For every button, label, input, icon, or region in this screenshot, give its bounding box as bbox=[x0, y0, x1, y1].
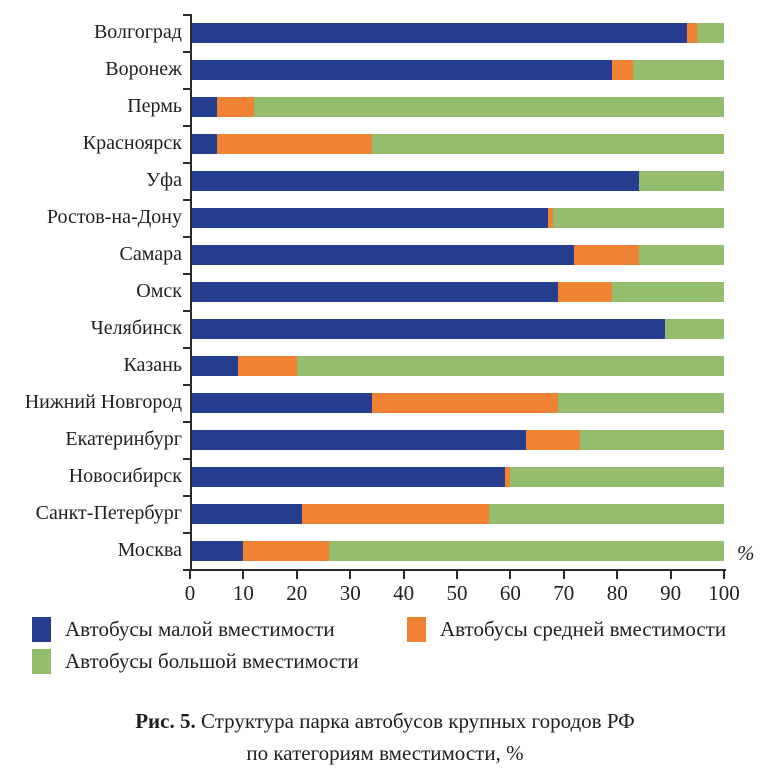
x-axis-tick bbox=[403, 571, 405, 579]
legend-swatch-medium-capacity bbox=[407, 617, 426, 642]
bar-track bbox=[190, 393, 724, 413]
x-axis-tick-label: 0 bbox=[184, 581, 196, 605]
chart-row bbox=[0, 273, 724, 310]
legend-item-small-capacity bbox=[32, 617, 407, 642]
bar-segment-large bbox=[665, 319, 724, 339]
category-label: Самара bbox=[119, 243, 182, 265]
x-axis-tick bbox=[456, 571, 458, 579]
chart-row bbox=[0, 458, 724, 495]
bar-segment-large bbox=[633, 60, 724, 80]
bar-segment-large bbox=[489, 504, 724, 524]
x-axis-tick-label: 100 bbox=[708, 581, 740, 605]
bar-segment-small bbox=[190, 97, 217, 117]
y-axis-tick bbox=[183, 162, 190, 164]
bar-segment-large bbox=[372, 134, 724, 154]
bar-segment-small bbox=[190, 23, 687, 43]
bar-track bbox=[190, 134, 724, 154]
bar-track bbox=[190, 245, 724, 265]
chart-rows bbox=[0, 14, 724, 569]
bar-segment-small bbox=[190, 467, 505, 487]
x-axis-tick-label: 90 bbox=[660, 581, 682, 605]
x-axis-tick-label: 40 bbox=[393, 581, 415, 605]
bar-segment-medium bbox=[372, 393, 559, 413]
bar-segment-small bbox=[190, 171, 639, 191]
x-axis-tick-label: 30 bbox=[339, 581, 361, 605]
bar-segment-large bbox=[612, 282, 724, 302]
x-axis-tick bbox=[189, 571, 191, 579]
category-label: Екатеринбург bbox=[65, 428, 182, 450]
y-axis-tick bbox=[183, 125, 190, 127]
chart-row bbox=[0, 236, 724, 273]
y-axis-tick bbox=[183, 421, 190, 423]
category-label: Челябинск bbox=[90, 317, 182, 339]
y-axis-tick bbox=[183, 310, 190, 312]
y-axis-tick bbox=[183, 495, 190, 497]
category-label: Новосибирск bbox=[68, 465, 182, 487]
y-axis-tick bbox=[183, 51, 190, 53]
category-label: Воронеж bbox=[105, 58, 182, 80]
y-axis-tick bbox=[183, 14, 190, 16]
category-label: Ростов-на-Дону bbox=[46, 206, 182, 228]
y-axis-tick bbox=[183, 458, 190, 460]
bar-segment-medium bbox=[238, 356, 297, 376]
category-label: Казань bbox=[123, 354, 182, 376]
legend-item-medium-capacity bbox=[407, 617, 726, 642]
legend-row-2 bbox=[32, 649, 754, 674]
bar-segment-medium bbox=[302, 504, 489, 524]
bar-segment-small bbox=[190, 430, 526, 450]
bar-segment-small bbox=[190, 356, 238, 376]
x-axis-tick-label: 80 bbox=[606, 581, 628, 605]
bar-segment-small bbox=[190, 319, 665, 339]
bar-track bbox=[190, 282, 724, 302]
bar-track bbox=[190, 541, 724, 561]
chart-row bbox=[0, 347, 724, 384]
bar-track bbox=[190, 171, 724, 191]
bar-track bbox=[190, 208, 724, 228]
bar-track bbox=[190, 504, 724, 524]
category-label: Санкт-Петербург bbox=[35, 502, 182, 524]
chart-row bbox=[0, 310, 724, 347]
chart-row bbox=[0, 421, 724, 458]
x-axis-ticks bbox=[184, 571, 740, 611]
bar-segment-large bbox=[553, 208, 724, 228]
legend-swatch-large-capacity bbox=[32, 649, 51, 674]
bar-segment-large bbox=[580, 430, 724, 450]
bar-segment-large bbox=[329, 541, 724, 561]
category-label: Уфа bbox=[146, 169, 182, 191]
legend-label-medium-capacity: Автобусы средней вместимости bbox=[440, 617, 727, 641]
x-axis-tick bbox=[616, 571, 618, 579]
bar-segment-medium bbox=[612, 60, 633, 80]
bar-segment-large bbox=[639, 245, 724, 265]
chart-row bbox=[0, 532, 724, 569]
y-axis-tick bbox=[183, 199, 190, 201]
x-axis-tick bbox=[242, 571, 244, 579]
bar-track bbox=[190, 23, 724, 43]
bar-segment-large bbox=[510, 467, 724, 487]
y-axis-tick bbox=[183, 273, 190, 275]
category-label: Москва bbox=[117, 539, 182, 561]
chart-row bbox=[0, 162, 724, 199]
x-axis-tick-label: 50 bbox=[446, 581, 468, 605]
bar-segment-medium bbox=[558, 282, 611, 302]
bar-track bbox=[190, 467, 724, 487]
legend-row-1 bbox=[32, 617, 754, 642]
bar-segment-large bbox=[254, 97, 724, 117]
bar-segment-medium bbox=[574, 245, 638, 265]
x-axis-tick bbox=[723, 571, 725, 579]
bar-segment-medium bbox=[217, 134, 372, 154]
chart-row bbox=[0, 125, 724, 162]
bar-track bbox=[190, 319, 724, 339]
bar-segment-small bbox=[190, 245, 574, 265]
figure-caption-line1: Структура парка автобусов крупных городов РФ bbox=[195, 709, 635, 733]
bar-segment-large bbox=[297, 356, 724, 376]
legend-swatch-small-capacity bbox=[32, 617, 51, 642]
category-label: Волгоград bbox=[93, 21, 182, 43]
bar-segment-large bbox=[697, 23, 724, 43]
bar-segment-small bbox=[190, 208, 548, 228]
legend-item-large-capacity bbox=[32, 649, 359, 674]
x-axis-tick bbox=[509, 571, 511, 579]
bar-segment-medium bbox=[217, 97, 254, 117]
bar-segment-large bbox=[558, 393, 724, 413]
x-axis-tick bbox=[563, 571, 565, 579]
legend-label-large-capacity: Автобусы большой вместимости bbox=[65, 649, 359, 673]
bar-track bbox=[190, 356, 724, 376]
bar-segment-small bbox=[190, 393, 372, 413]
bar-segment-large bbox=[639, 171, 724, 191]
category-label: Нижний Новгород bbox=[24, 391, 182, 413]
category-label: Красноярск bbox=[82, 132, 182, 154]
figure-caption-number: Рис. 5. bbox=[135, 709, 196, 733]
category-label: Пермь bbox=[127, 95, 182, 117]
bar-segment-small bbox=[190, 282, 558, 302]
bar-segment-small bbox=[190, 134, 217, 154]
bar-segment-small bbox=[190, 541, 243, 561]
y-axis-ticks bbox=[183, 14, 190, 570]
chart-row bbox=[0, 495, 724, 532]
bar-track bbox=[190, 60, 724, 80]
chart-row bbox=[0, 384, 724, 421]
y-axis-tick bbox=[183, 384, 190, 386]
x-axis-tick-label: 20 bbox=[286, 581, 308, 605]
x-axis-tick bbox=[670, 571, 672, 579]
x-axis-tick-label: 60 bbox=[499, 581, 521, 605]
x-axis-unit-label: % bbox=[737, 541, 755, 565]
chart-row bbox=[0, 14, 724, 51]
bar-segment-small bbox=[190, 60, 612, 80]
bar-segment-medium bbox=[687, 23, 698, 43]
legend-label-small-capacity: Автобусы малой вместимости bbox=[65, 617, 335, 641]
figure-caption-line2: по категориям вместимости, % bbox=[246, 740, 524, 765]
chart-row bbox=[0, 199, 724, 236]
x-axis-tick-label: 70 bbox=[553, 581, 575, 605]
x-axis-tick-label: 10 bbox=[232, 581, 254, 605]
bar-track bbox=[190, 430, 724, 450]
y-axis-tick bbox=[183, 88, 190, 90]
x-axis-tick bbox=[296, 571, 298, 579]
y-axis-tick bbox=[183, 236, 190, 238]
bar-segment-small bbox=[190, 504, 302, 524]
y-axis-tick bbox=[183, 532, 190, 534]
chart-row bbox=[0, 88, 724, 125]
legend bbox=[32, 617, 754, 674]
y-axis-line bbox=[190, 14, 192, 570]
bar-segment-medium bbox=[526, 430, 579, 450]
y-axis-tick bbox=[183, 347, 190, 349]
x-axis-tick bbox=[349, 571, 351, 579]
chart-row bbox=[0, 51, 724, 88]
category-label: Омск bbox=[136, 280, 182, 302]
bar-segment-medium bbox=[243, 541, 328, 561]
figure-caption bbox=[0, 706, 770, 769]
bar-track bbox=[190, 97, 724, 117]
